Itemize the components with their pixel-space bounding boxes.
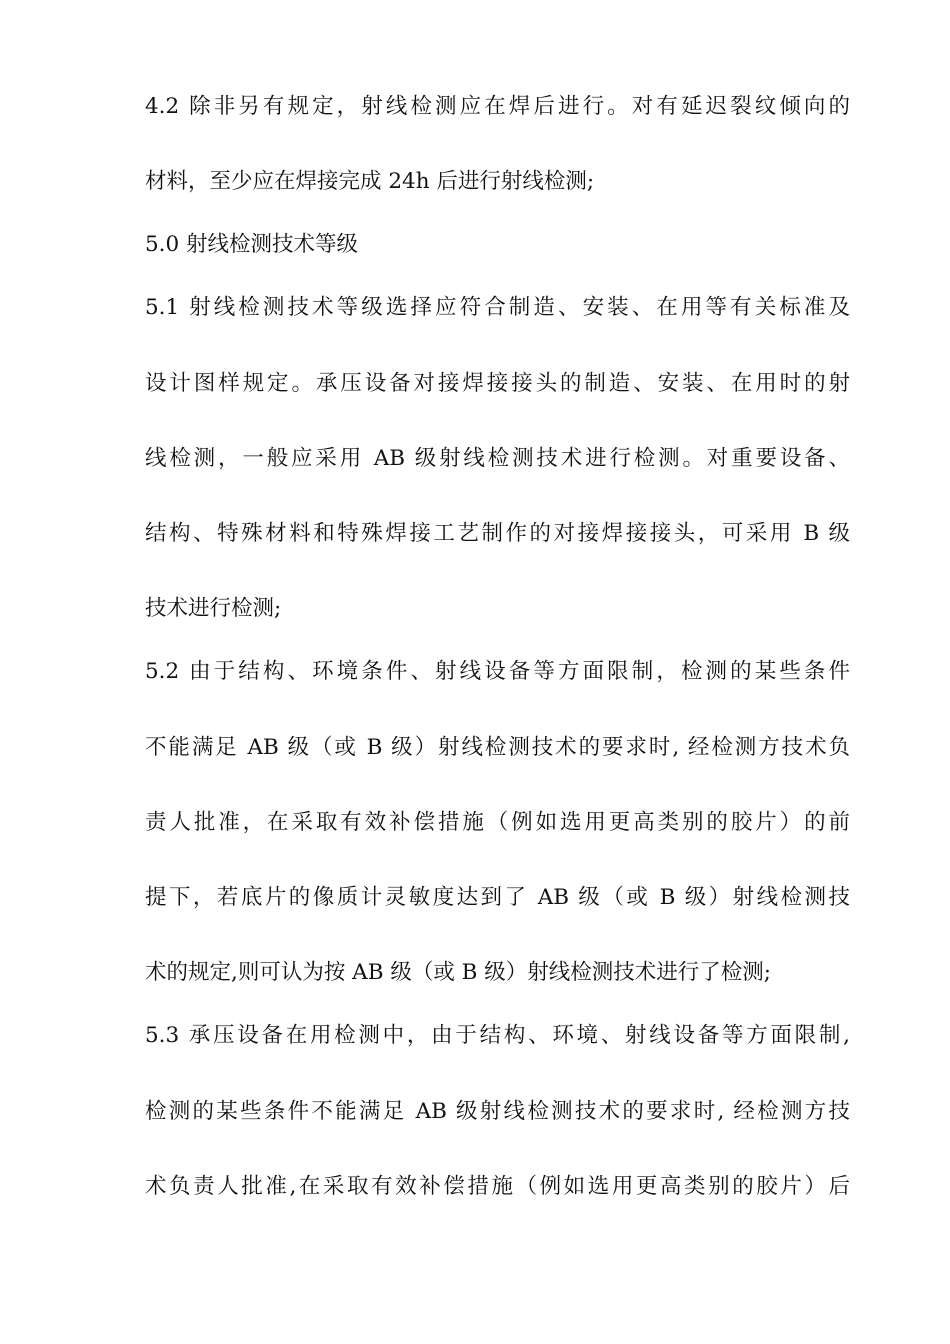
text-line-5-2-c: 责人批准，在采取有效补偿措施（例如选用更高类别的胶片）的前 xyxy=(145,810,850,835)
text-line-5-1-c: 线检测，一般应采用 AB 级射线检测技术进行检测。对重要设备、 xyxy=(145,446,850,471)
text-line-5-2-b: 不能满足 AB 级（或 B 级）射线检测技术的要求时, 经检测方技术负 xyxy=(145,735,850,760)
text-line-4-2-a: 4.2 除非另有规定，射线检测应在焊后进行。对有延迟裂纹倾向的 xyxy=(145,94,850,119)
text-line-5-3-c: 术负责人批准,在采取有效补偿措施（例如选用更高类别的胶片）后 xyxy=(145,1174,850,1199)
text-line-5-2-d: 提下，若底片的像质计灵敏度达到了 AB 级（或 B 级）射线检测技 xyxy=(145,885,850,910)
text-line-5-1-a: 5.1 射线检测技术等级选择应符合制造、安装、在用等有关标准及 xyxy=(145,295,850,320)
text-line-5-2-a: 5.2 由于结构、环境条件、射线设备等方面限制，检测的某些条件 xyxy=(145,659,850,684)
section-heading-5-0: 5.0 射线检测技术等级 xyxy=(145,232,359,257)
text-line-5-2-e: 术的规定,则可认为按 AB 级（或 B 级）射线检测技术进行了检测; xyxy=(145,960,772,985)
text-line-4-2-b: 材料，至少应在焊接完成 24h 后进行射线检测; xyxy=(145,169,595,194)
text-line-5-1-d: 结构、特殊材料和特殊焊接工艺制作的对接焊接接头，可采用 B 级 xyxy=(145,521,850,546)
text-line-5-3-a: 5.3 承压设备在用检测中，由于结构、环境、射线设备等方面限制, xyxy=(145,1023,850,1048)
text-line-5-1-e: 技术进行检测; xyxy=(145,596,282,621)
text-line-5-3-b: 检测的某些条件不能满足 AB 级射线检测技术的要求时, 经检测方技 xyxy=(145,1099,850,1124)
text-line-5-1-b: 设计图样规定。承压设备对接焊接接头的制造、安装、在用时的射 xyxy=(145,371,850,396)
